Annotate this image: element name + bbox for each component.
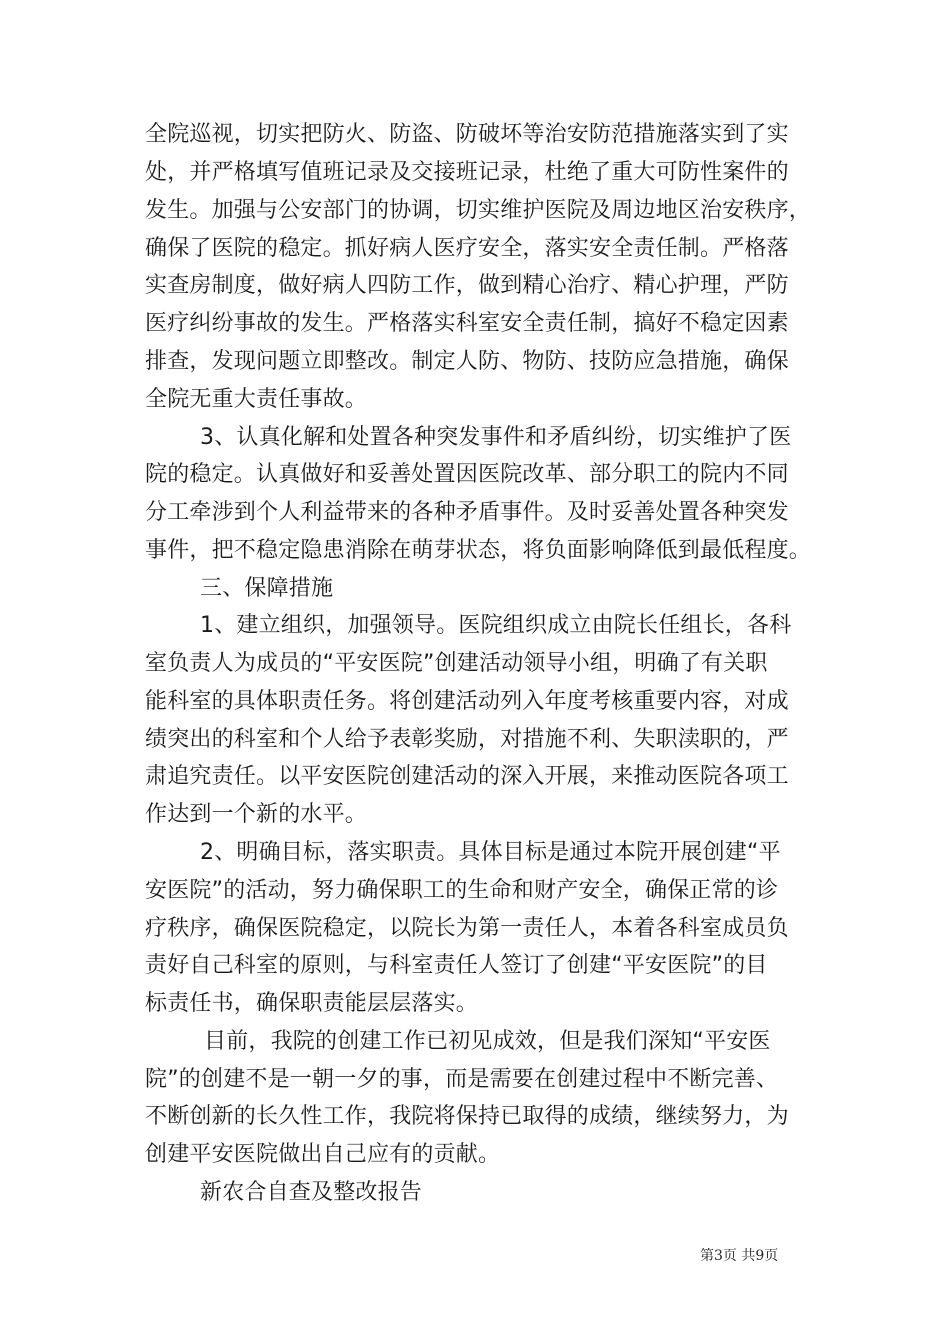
text-line: 全院无重大责任事故。 <box>145 387 368 412</box>
text-line: 院的稳定。认真做好和妥善处置因医院改革、部分职工的院内不同 <box>145 462 789 487</box>
text-line: 1、建立组织，加强领导。医院组织成立由院长任组长，各科 <box>200 613 792 638</box>
text-line: 院”的创建不是一朝一夕的事，而是需要在创建过程中不断完善、 <box>145 1067 779 1092</box>
text-line: 事件，把不稳定隐患消除在萌芽状态，将负面影响降低到最低程度。 <box>145 538 812 563</box>
text-line: 安医院”的活动，努力确保职工的生命和财产安全，确保正常的诊 <box>145 878 779 903</box>
page-number-footer: 第3页 共9页 <box>700 1248 779 1264</box>
text-line: 全院巡视，切实把防火、防盗、防破坏等治安防范措施落实到了实 <box>145 122 789 147</box>
text-line: 室负责人为成员的“平安医院”创建活动领导小组，明确了有关职 <box>145 651 768 676</box>
text-line: 肃追究责任。以平安医院创建活动的深入开展，来推动医院各项工 <box>145 764 789 789</box>
text-line: 疗秩序，确保医院稳定，以院长为第一责任人，本着各科室成员负 <box>145 916 789 941</box>
next-report-title: 新农合自查及整改报告 <box>200 1180 423 1205</box>
text-line: 排查，发现问题立即整改。制定人防、物防、技防应急措施，确保 <box>145 349 789 374</box>
section-heading: 三、保障措施 <box>200 576 334 601</box>
text-line: 责好自己科室的原则，与科室责任人签订了创建“平安医院”的目 <box>145 953 768 978</box>
text-line: 作达到一个新的水平。 <box>145 802 368 827</box>
text-line: 确保了医院的稳定。抓好病人医疗安全，落实安全责任制。严格落 <box>145 236 789 261</box>
text-line: 医疗纠纷事故的发生。严格落实科室安全责任制，搞好不稳定因素 <box>145 311 789 336</box>
text-line: 3、认真化解和处置各种突发事件和矛盾纠纷，切实维护了医 <box>200 425 792 450</box>
text-line: 2、明确目标，落实职责。具体目标是通过本院开展创建“平 <box>200 840 781 865</box>
text-line: 处，并严格填写值班记录及交接班记录，杜绝了重大可防性案件的 <box>145 160 789 185</box>
text-line: 不断创新的长久性工作，我院将保持已取得的成绩，继续努力，为 <box>145 1104 789 1129</box>
text-line: 发生。加强与公安部门的协调，切实维护医院及周边地区治安秩序， <box>145 198 812 223</box>
text-line: 目前，我院的创建工作已初见成效，但是我们深知“平安医 <box>204 1029 771 1054</box>
text-line: 能科室的具体职责任务。将创建活动列入年度考核重要内容，对成 <box>145 689 789 714</box>
text-line: 标责任书，确保职责能层层落实。 <box>145 991 479 1016</box>
text-line: 分工牵涉到个人利益带来的各种矛盾事件。及时妥善处置各种突发 <box>145 500 789 525</box>
text-line: 创建平安医院做出自己应有的贡献。 <box>145 1142 501 1167</box>
text-line: 绩突出的科室和个人给予表彰奖励，对措施不利、失职渎职的，严 <box>145 727 789 752</box>
text-line: 实查房制度，做好病人四防工作，做到精心治疗、精心护理，严防 <box>145 273 789 298</box>
